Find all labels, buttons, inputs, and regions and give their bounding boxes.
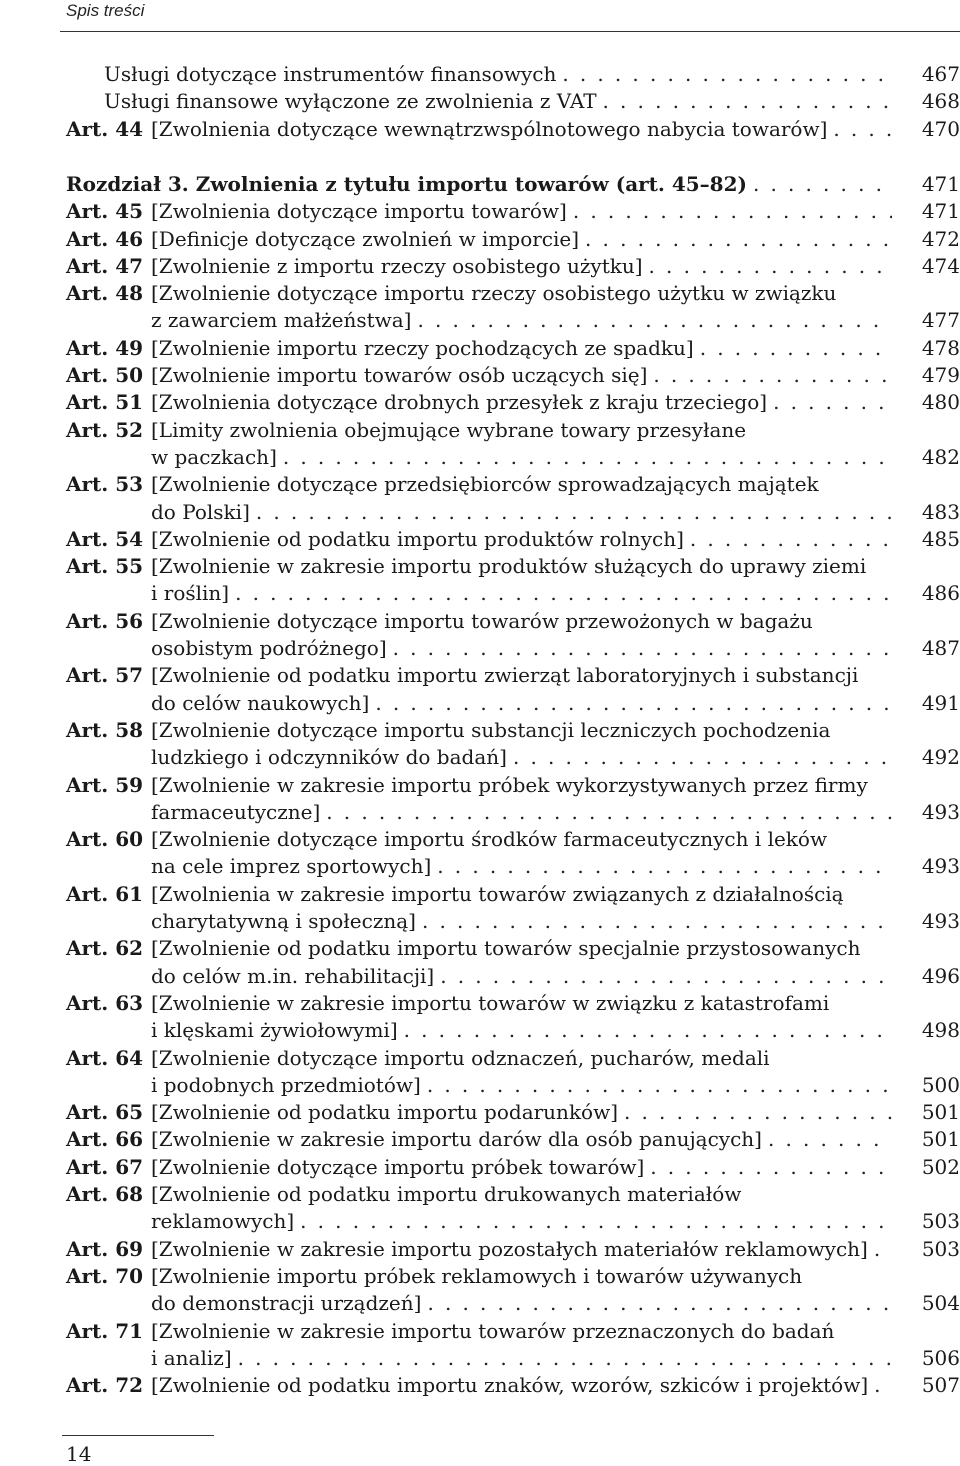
- entry-page-number: 467: [921, 62, 960, 86]
- dot-leader: [427, 1071, 892, 1099]
- entry-page-number: 503: [921, 1236, 960, 1261]
- article-label: Art. 61: [66, 881, 144, 906]
- entry-title: [Zwolnienie w zakresie importu towarów przeznaczonych do badań: [151, 1318, 835, 1343]
- entry-page-number: 506: [921, 1345, 960, 1370]
- toc-entry-line: [151, 1235, 906, 1263]
- article-label: Art. 57: [66, 663, 144, 688]
- entry-page-number: 470: [921, 116, 960, 141]
- article-label: Art. 68: [66, 1182, 144, 1206]
- toc-entry-line: [151, 1016, 906, 1044]
- toc-entry-line: [151, 634, 906, 662]
- article-label: Art. 72: [66, 1373, 144, 1398]
- toc-entry-line: [151, 361, 906, 389]
- chapter-title: Rozdział 3. Zwolnienia z tytułu importu towarów (art. 45–82): [66, 171, 747, 196]
- entry-page-number: 482: [921, 444, 960, 469]
- dot-leader: [874, 1371, 892, 1399]
- toc-entry-line: [151, 880, 906, 908]
- toc-entry-line: [151, 1289, 906, 1317]
- entry-title: [Zwolnienie od podatku importu produktów rolnych]: [151, 526, 684, 551]
- article-label: Art. 48: [66, 281, 144, 306]
- toc-entry-line: [151, 771, 906, 799]
- entry-title: w paczkach]: [151, 444, 277, 469]
- entry-title: [Zwolnienie dotyczące importu odznaczeń, pucharów, medali: [151, 1045, 770, 1070]
- entry-title: [Zwolnienie dotyczące importu towarów przewożonych w bagażu: [151, 608, 813, 633]
- toc-entry-line: [151, 1071, 906, 1099]
- toc-entry-line: [104, 87, 906, 115]
- entry-page-number: 480: [921, 390, 960, 415]
- toc-entry-line: [151, 989, 906, 1017]
- article-label: Art. 71: [66, 1318, 144, 1343]
- entry-title: [Zwolnienie w zakresie importu darów dla osób panujących]: [151, 1127, 762, 1152]
- article-label: Art. 47: [66, 253, 144, 278]
- entry-page-number: 493: [921, 854, 960, 879]
- entry-title: [Zwolnienia dotyczące wewnątrzwspólnotowego nabycia towarów]: [151, 116, 828, 141]
- entry-title: farmaceutyczne]: [151, 799, 321, 824]
- toc-entry-line: [151, 934, 906, 962]
- dot-leader: [418, 306, 893, 334]
- article-label: Art. 51: [66, 390, 144, 415]
- entry-title: [Zwolnienia dotyczące importu towarów]: [151, 199, 567, 224]
- entry-title: [Zwolnienie w zakresie importu próbek wykorzystywanych przez firmy: [151, 772, 868, 797]
- toc-entry-line: [151, 279, 906, 307]
- entry-title: i roślin]: [151, 581, 230, 606]
- dot-leader: [773, 388, 892, 416]
- toc-entry-line: [151, 661, 906, 689]
- entry-page-number: 471: [921, 199, 960, 224]
- toc-entry-line: [151, 607, 906, 635]
- entry-title: [Zwolnienie od podatku importu zwierząt laboratoryjnych i substancji: [151, 663, 859, 688]
- entry-page-number: 483: [921, 499, 960, 524]
- entry-title: [Zwolnienie od podatku importu znaków, wzorów, szkiców i projektów]: [151, 1373, 869, 1398]
- entry-page-number: 501: [921, 1100, 960, 1125]
- toc-entry-line: [151, 1180, 906, 1208]
- article-label: Art. 62: [66, 936, 144, 961]
- toc-entry-line: [151, 1153, 906, 1181]
- toc-entry-line: [151, 334, 906, 362]
- entry-title: [Zwolnienie importu towarów osób uczących się]: [151, 363, 648, 387]
- entry-title: [Zwolnienie importu rzeczy pochodzących ze spadku]: [151, 335, 694, 360]
- toc-entry-line: [151, 743, 906, 771]
- article-label: Art. 65: [66, 1100, 144, 1125]
- dot-leader: [256, 498, 892, 526]
- dot-leader: [562, 60, 892, 88]
- toc-entry-line: [66, 170, 906, 198]
- article-label: Art. 44: [66, 116, 144, 141]
- entry-title: do celów m.in. rehabilitacji]: [151, 963, 435, 988]
- toc-entry-line: [151, 388, 906, 416]
- dot-leader: [283, 443, 892, 471]
- toc-entry-line: [151, 962, 906, 990]
- entry-title: reklamowych]: [151, 1209, 295, 1234]
- entry-page-number: 487: [921, 636, 960, 660]
- article-label: Art. 70: [66, 1263, 144, 1288]
- toc-entry-line: [151, 1098, 906, 1126]
- entry-page-number: 500: [921, 1072, 960, 1097]
- article-label: Art. 63: [66, 990, 144, 1015]
- entry-title: i klęskami żywiołowymi]: [151, 1018, 398, 1043]
- article-label: Art. 52: [66, 417, 144, 442]
- article-label: Art. 50: [66, 363, 144, 387]
- dot-leader: [874, 1235, 892, 1263]
- entry-title: [Zwolnienie w zakresie importu pozostałych materiałów reklamowych]: [151, 1236, 868, 1261]
- toc-entry-line: [151, 852, 906, 880]
- entry-title: [Zwolnienie z importu rzeczy osobistego użytku]: [151, 253, 643, 278]
- article-label: Art. 59: [66, 772, 144, 797]
- page-number: 14: [66, 1442, 92, 1466]
- toc-entry-line: [151, 525, 906, 553]
- toc-entry-line: [151, 1317, 906, 1345]
- entry-title: [Zwolnienie dotyczące przedsiębiorców sprowadzających majątek: [151, 472, 819, 497]
- entry-page-number: 468: [921, 89, 960, 114]
- article-label: Art. 64: [66, 1045, 144, 1070]
- entry-page-number: 485: [921, 526, 960, 551]
- entry-page-number: 478: [921, 335, 960, 360]
- toc-entry-line: [104, 60, 906, 88]
- article-label: Art. 55: [66, 554, 144, 579]
- article-label: Art. 60: [66, 827, 144, 852]
- toc-entry-line: [151, 225, 906, 253]
- dot-leader: [653, 361, 892, 389]
- article-label: Art. 53: [66, 472, 144, 497]
- entry-title: Usługi dotyczące instrumentów finansowych: [104, 62, 557, 86]
- toc-entry-line: [151, 552, 906, 580]
- entry-page-number: 503: [921, 1209, 960, 1234]
- dot-leader: [624, 1098, 892, 1126]
- article-label: Art. 54: [66, 526, 144, 551]
- toc-entry-line: [151, 1371, 906, 1399]
- entry-title: na cele imprez sportowych]: [151, 854, 432, 879]
- dot-leader: [690, 525, 892, 553]
- entry-page-number: 477: [921, 308, 960, 333]
- toc-entry-line: [151, 443, 906, 471]
- entry-title: [Zwolnienie importu próbek reklamowych i towarów używanych: [151, 1263, 803, 1288]
- article-label: Art. 45: [66, 199, 144, 224]
- entry-title: osobistym podróżnego]: [151, 636, 387, 660]
- dot-leader: [603, 87, 892, 115]
- entry-page-number: 493: [921, 909, 960, 933]
- article-label: Art. 66: [66, 1127, 144, 1152]
- toc-entry-line: [151, 716, 906, 744]
- entry-page-number: 472: [921, 226, 960, 251]
- entry-title: [Zwolnienie dotyczące importu środków farmaceutycznych i leków: [151, 827, 828, 852]
- toc-entry-line: [151, 197, 906, 225]
- dot-leader: [833, 115, 892, 143]
- header-rule: [60, 31, 960, 32]
- dot-leader: [573, 197, 892, 225]
- toc-entry-line: [151, 470, 906, 498]
- entry-page-number: 474: [921, 253, 960, 278]
- toc-entry-line: [151, 1125, 906, 1153]
- dot-leader: [437, 852, 892, 880]
- entry-page-number: 504: [921, 1291, 960, 1316]
- entry-title: [Zwolnienie dotyczące importu substancji leczniczych pochodzenia: [151, 717, 831, 742]
- toc-entry-line: [151, 1262, 906, 1290]
- toc-entry-line: [151, 825, 906, 853]
- entry-title: charytatywną i społeczną]: [151, 909, 416, 933]
- dot-leader: [375, 689, 892, 717]
- entry-page-number: 496: [921, 963, 960, 988]
- entry-title: i podobnych przedmiotów]: [151, 1072, 421, 1097]
- entry-title: [Limity zwolnienia obejmujące wybrane towary przesyłane: [151, 417, 747, 442]
- toc-entry-line: [151, 1044, 906, 1072]
- toc-entry-line: [151, 1207, 906, 1235]
- dot-leader: [768, 1125, 892, 1153]
- entry-title: [Zwolnienie dotyczące importu rzeczy osobistego użytku w związku: [151, 281, 837, 306]
- dot-leader: [235, 579, 892, 607]
- entry-title: [Zwolnienie od podatku importu towarów specjalnie przystosowanych: [151, 936, 861, 961]
- entry-title: [Zwolnienia w zakresie importu towarów związanych z działalnością: [151, 881, 844, 906]
- article-label: Art. 58: [66, 717, 144, 742]
- dot-leader: [700, 334, 892, 362]
- dot-leader: [393, 634, 892, 662]
- dot-leader: [650, 1153, 892, 1181]
- dot-leader: [513, 743, 892, 771]
- entry-page-number: 498: [921, 1018, 960, 1043]
- dot-leader: [422, 907, 892, 935]
- entry-title: Usługi finansowe wyłączone ze zwolnienia z VAT: [104, 89, 597, 114]
- entry-title: [Zwolnienie w zakresie importu produktów służących do uprawy ziemi: [151, 554, 867, 579]
- toc-entry-line: [151, 907, 906, 935]
- dot-leader: [585, 225, 892, 253]
- dot-leader: [440, 962, 892, 990]
- entry-title: [Zwolnienie w zakresie importu towarów w związku z katastrofami: [151, 990, 830, 1015]
- dot-leader: [300, 1207, 892, 1235]
- dot-leader: [427, 1289, 892, 1317]
- toc-entry-line: [151, 689, 906, 717]
- entry-title: [Definicje dotyczące zwolnień w imporcie]: [151, 226, 580, 251]
- entry-title: [Zwolnienia dotyczące drobnych przesyłek z kraju trzeciego]: [151, 390, 768, 415]
- entry-page-number: 492: [921, 745, 960, 770]
- entry-title: do demonstracji urządzeń]: [151, 1291, 422, 1316]
- entry-page-number: 507: [921, 1373, 960, 1398]
- dot-leader: [238, 1344, 892, 1372]
- toc-entry-line: [151, 1344, 906, 1372]
- entry-page-number: 479: [921, 363, 960, 387]
- entry-title: [Zwolnienie od podatku importu drukowanych materiałów: [151, 1182, 742, 1206]
- entry-page-number: 502: [921, 1154, 960, 1179]
- article-label: Art. 67: [66, 1154, 144, 1179]
- toc-entry-line: [151, 798, 906, 826]
- dot-leader: [326, 798, 892, 826]
- entry-page-number: 501: [921, 1127, 960, 1152]
- entry-title: ludzkiego i odczynników do badań]: [151, 745, 507, 770]
- entry-title: i analiz]: [151, 1345, 232, 1370]
- entry-page-number: 491: [921, 690, 960, 715]
- entry-title: do Polski]: [151, 499, 250, 524]
- entry-title: z zawarciem małżeństwa]: [151, 308, 412, 333]
- dot-leader: [753, 170, 892, 198]
- article-label: Art. 56: [66, 608, 144, 633]
- entry-page-number: 471: [921, 171, 960, 196]
- entry-title: do celów naukowych]: [151, 690, 370, 715]
- toc-entry-line: [151, 579, 906, 607]
- footer-rule: [62, 1435, 214, 1436]
- toc-entry-line: [151, 498, 906, 526]
- article-label: Art. 69: [66, 1236, 144, 1261]
- article-label: Art. 46: [66, 226, 144, 251]
- entry-page-number: 493: [921, 799, 960, 824]
- entry-title: [Zwolnienie od podatku importu podarunków]: [151, 1100, 619, 1125]
- article-label: Art. 49: [66, 335, 144, 360]
- toc-entry-line: [151, 306, 906, 334]
- entry-title: [Zwolnienie dotyczące importu próbek towarów]: [151, 1154, 645, 1179]
- dot-leader: [404, 1016, 892, 1044]
- dot-leader: [649, 252, 892, 280]
- running-head: Spis treści: [66, 1, 145, 20]
- entry-page-number: 486: [921, 581, 960, 606]
- toc-entry-line: [151, 115, 906, 143]
- toc-entry-line: [151, 252, 906, 280]
- toc-entry-line: [151, 416, 906, 444]
